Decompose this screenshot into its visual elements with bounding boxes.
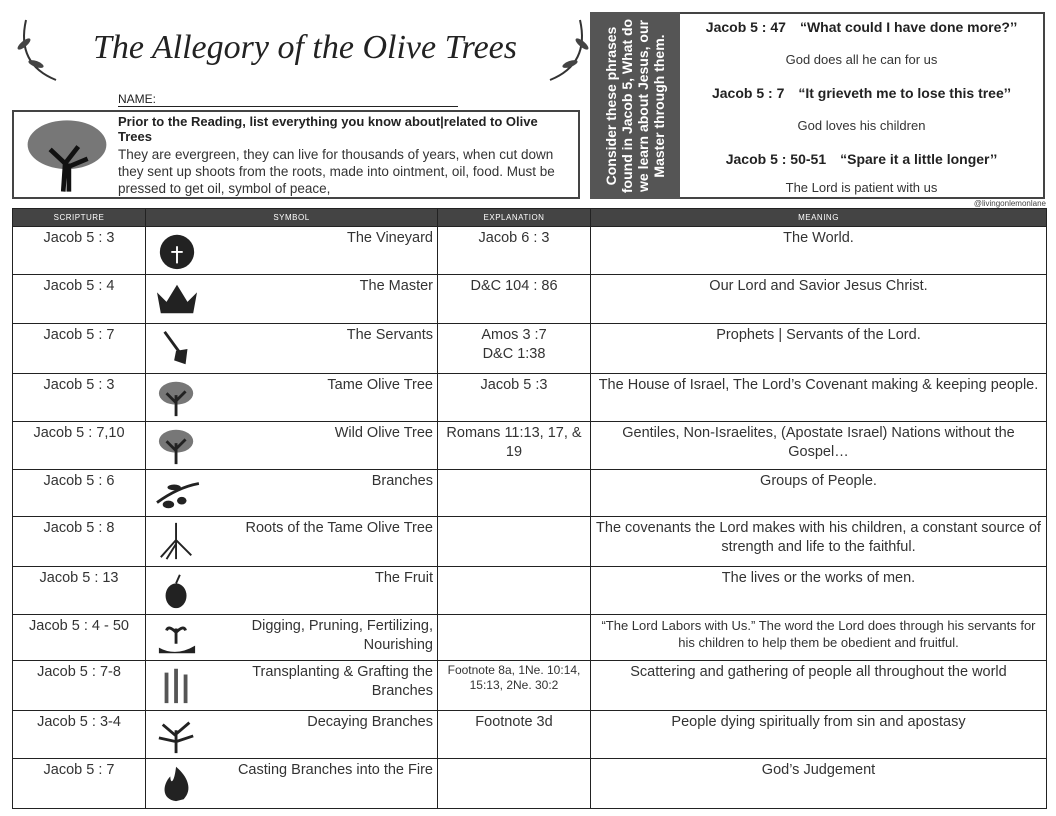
prior-text: [118, 114, 574, 197]
quote-meaning: God does all he can for us: [785, 52, 938, 67]
symbol-label: Tame Olive Tree: [327, 377, 433, 393]
explanation-cell[interactable]: [438, 470, 591, 517]
meaning-cell[interactable]: “The Lord Labors with Us.” The word the Lord does through his servants for his children to help them be obedient and fruitful.: [591, 615, 1047, 661]
table-row: [13, 275, 1047, 324]
quote-text: “What could I have done more?’’: [799, 19, 1018, 35]
olive-tree-icon: [22, 116, 112, 194]
explanation-cell[interactable]: Jacob 6 : 3: [438, 227, 591, 275]
grafting-icon: [154, 665, 200, 705]
symbol-table: [12, 208, 1047, 809]
symbol-cell: [146, 324, 438, 374]
symbol-cell: [146, 275, 438, 324]
quote-ref: Jacob 5 : 7: [711, 85, 785, 101]
prior-knowledge-box: [12, 110, 580, 199]
symbol-cell: [146, 470, 438, 517]
table-row: [13, 567, 1047, 615]
explanation-cell[interactable]: D&C 104 : 86: [438, 275, 591, 324]
meaning-cell[interactable]: Prophets | Servants of the Lord.: [591, 324, 1047, 374]
header-explanation: EXPLANATION: [438, 209, 591, 227]
hand-sprout-icon: [154, 619, 200, 659]
explanation-cell[interactable]: Amos 3 :7 D&C 1:38: [438, 324, 591, 374]
scripture-cell: Jacob 5 : 3-4: [13, 711, 146, 759]
meaning-cell[interactable]: The World.: [591, 227, 1047, 275]
explanation-cell[interactable]: [438, 517, 591, 567]
side-prompt: Consider these phrases found in Jacob 5, What do we learn about Jesus, our Master through them.: [603, 18, 667, 193]
quote-ref: Jacob 5 : 50-51: [725, 151, 827, 167]
table-row: [13, 470, 1047, 517]
explanation-cell[interactable]: [438, 615, 591, 661]
quote-meaning: God loves his children: [797, 118, 926, 133]
meaning-cell[interactable]: Gentiles, Non-Israelites, (Apostate Israel) Nations without the Gospel…: [591, 422, 1047, 470]
symbol-cell: [146, 422, 438, 470]
crown-icon: [154, 279, 200, 319]
explanation-cell[interactable]: Footnote 8a, 1Ne. 10:14, 15:13, 2Ne. 30:2: [438, 661, 591, 711]
meaning-cell[interactable]: Our Lord and Savior Jesus Christ.: [591, 275, 1047, 324]
name-field[interactable]: NAME:: [118, 92, 458, 107]
scripture-cell: Jacob 5 : 6: [13, 470, 146, 517]
olive-branch-icon: [154, 474, 200, 514]
symbol-label: Casting Branches into the Fire: [237, 762, 433, 778]
explanation-cell[interactable]: [438, 567, 591, 615]
scripture-cell: Jacob 5 : 8: [13, 517, 146, 567]
symbol-label: The Fruit: [374, 570, 433, 586]
symbol-cell: [146, 517, 438, 567]
prior-answer[interactable]: They are evergreen, they can live for thousands of years, when cut down they sent up shoots from the roots, made into ointment, oil, food. Must be pressed to get oil, symbol of peace,: [118, 147, 555, 196]
symbol-cell: [146, 374, 438, 422]
explanation-cell[interactable]: Jacob 5 :3: [438, 374, 591, 422]
scripture-cell: Jacob 5 : 3: [13, 227, 146, 275]
symbol-label: Digging, Pruning, Fertilizing, Nourishing: [251, 618, 433, 653]
symbol-label: The Master: [359, 278, 433, 294]
symbol-label: Decaying Branches: [307, 714, 433, 730]
symbol-cell: [146, 615, 438, 661]
symbol-cell: [146, 759, 438, 809]
fruit-icon: [154, 571, 200, 611]
table-row: [13, 517, 1047, 567]
table-row: [13, 422, 1047, 470]
credit: @livingonlemonlane: [973, 199, 1046, 208]
quote-2: [680, 84, 1043, 102]
symbol-label: The Vineyard: [347, 230, 433, 246]
meaning-cell[interactable]: The covenants the Lord makes with his children, a constant source of strength and life to the faithful.: [591, 517, 1047, 567]
quote-text: “It grieveth me to lose this tree’’: [798, 85, 1012, 101]
symbol-label: The Servants: [346, 327, 433, 343]
symbol-cell: [146, 227, 438, 275]
scripture-cell: Jacob 5 : 7: [13, 324, 146, 374]
symbol-label: Roots of the Tame Olive Tree: [245, 520, 433, 536]
quote-ref: Jacob 5 : 47: [705, 19, 786, 35]
quote-meaning: The Lord is patient with us: [785, 180, 938, 195]
meaning-cell[interactable]: The House of Israel, The Lord’s Covenant making & keeping people.: [591, 374, 1047, 422]
quotes-box: [680, 12, 1045, 199]
vineyard-icon: [154, 231, 200, 271]
prior-heading: Prior to the Reading, list everything you know about|related to Olive Trees: [118, 114, 538, 144]
symbol-cell: [146, 567, 438, 615]
vine-ornament-left-icon: [6, 14, 66, 84]
explanation-cell[interactable]: [438, 759, 591, 809]
table-row: [13, 661, 1047, 711]
symbol-label: Wild Olive Tree: [334, 425, 433, 441]
quote-3: [680, 150, 1043, 168]
meaning-cell[interactable]: People dying spiritually from sin and apostasy: [591, 711, 1047, 759]
table-row: [13, 374, 1047, 422]
table-row: [13, 711, 1047, 759]
scripture-cell: Jacob 5 : 4: [13, 275, 146, 324]
scripture-cell: Jacob 5 : 4 - 50: [13, 615, 146, 661]
scripture-cell: Jacob 5 : 7-8: [13, 661, 146, 711]
explanation-cell[interactable]: Romans 11:13, 17, & 19: [438, 422, 591, 470]
table-row: [13, 324, 1047, 374]
scripture-cell: Jacob 5 : 7,10: [13, 422, 146, 470]
tree-icon: [154, 426, 200, 466]
quote-1: [680, 18, 1043, 36]
symbol-label: Transplanting & Grafting the Branches: [252, 664, 433, 699]
header-meaning: MEANING: [591, 209, 1047, 227]
page-title: The Allegory of the Olive Trees: [93, 29, 517, 66]
shovel-icon: [154, 328, 200, 368]
dead-tree-icon: [154, 715, 200, 755]
symbol-label: Branches: [371, 473, 433, 489]
table-row: [13, 759, 1047, 809]
tree-icon: [154, 378, 200, 418]
explanation-cell[interactable]: Footnote 3d: [438, 711, 591, 759]
header-symbol: SYMBOL: [146, 209, 438, 227]
meaning-cell[interactable]: God’s Judgement: [591, 759, 1047, 809]
symbol-cell: [146, 711, 438, 759]
symbol-cell: [146, 661, 438, 711]
table-row: [13, 615, 1047, 661]
quote-text: “Spare it a little longer’’: [840, 151, 998, 167]
roots-icon: [154, 521, 200, 561]
scripture-cell: Jacob 5 : 13: [13, 567, 146, 615]
table-row: [13, 227, 1047, 275]
meaning-cell[interactable]: The lives or the works of men.: [591, 567, 1047, 615]
scripture-cell: Jacob 5 : 7: [13, 759, 146, 809]
side-prompt-box: [590, 12, 680, 199]
fire-icon: [154, 763, 200, 803]
meaning-cell[interactable]: Scattering and gathering of people all throughout the world: [591, 661, 1047, 711]
header-scripture: SCRIPTURE: [13, 209, 146, 227]
meaning-cell[interactable]: Groups of People.: [591, 470, 1047, 517]
scripture-cell: Jacob 5 : 3: [13, 374, 146, 422]
